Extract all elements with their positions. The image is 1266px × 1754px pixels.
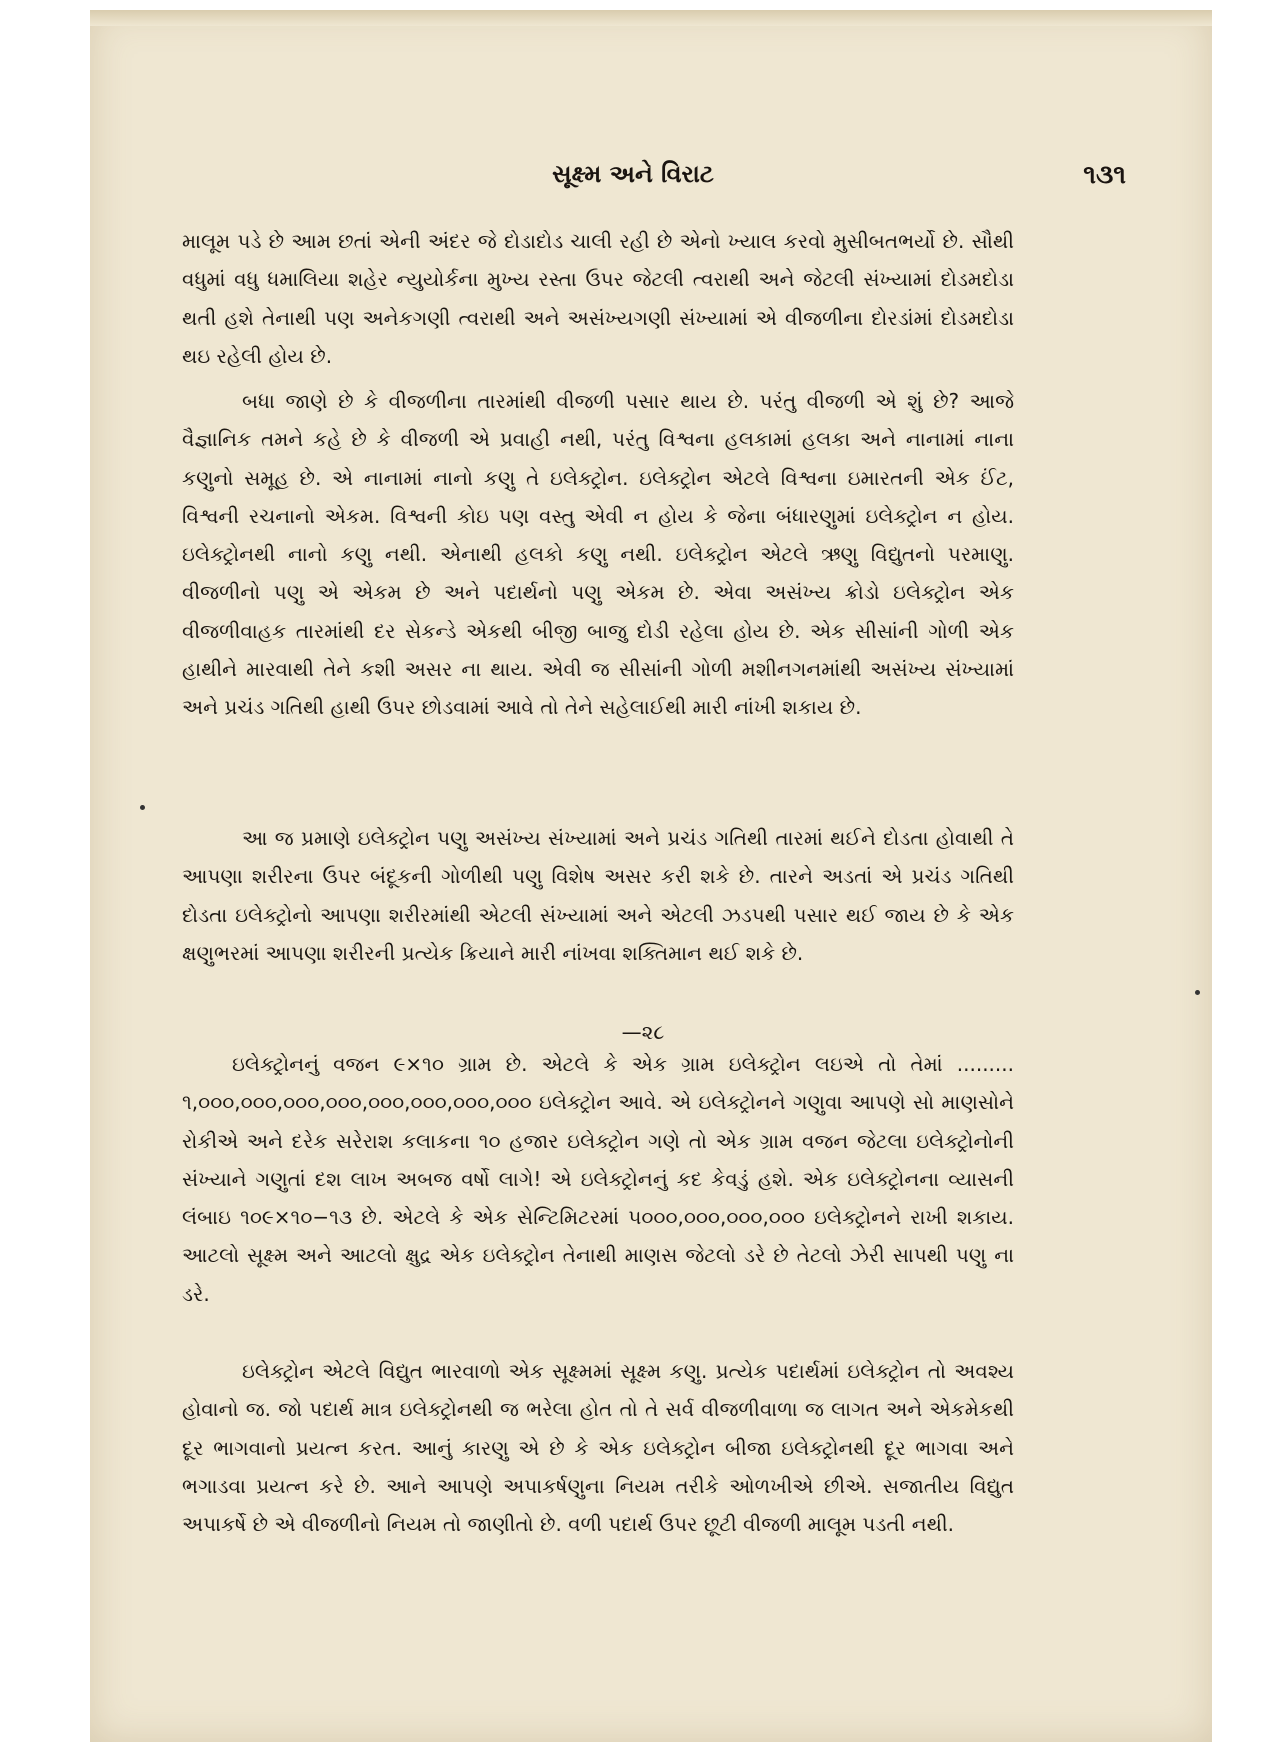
footnote-mark: —૨૮ xyxy=(621,1020,665,1044)
paragraph-4: ઇલેક્ટ્રોનનું વજન ૯×૧૦ ગ્રામ છે. એટલે કે એક ગ્રામ ઇલેક્ટ્રોન લઇએ તો તેમાં ......... ૧,૦૦૦,૦૦૦,૦૦૦,૦૦૦,૦૦૦,૦૦૦,૦૦૦,૦૦૦ ઇલેક્ટ્રોન આવે. એ ઇલેક્ટ્રોનને ગણુવા આપણે સો માણસોને રોકીએ અને દરેક સરેરાશ કલાકના ૧૦ હજાર ઇલેક્ટ્રોન ગણે તો એક ગ્રામ વજન જેટલા ઇલેક્ટ્રોનોની સંખ્યાને ગણુતાં દશ લાખ અબજ વર્ષો લાગે! એ ઇલેક્ટ્રોનનું કદ કેવડું હશે. એક ઇલેક્ટ્રોનના વ્યાસની લંબાઇ ૧૦૯×૧૦−૧૩ છે. એટલે કે એક સેન્ટિમિટરમાં ૫૦૦૦,૦૦૦,૦૦૦,૦૦૦ ઇલેક્ટ્રોનને રાખી શકાય. આટલો સૂક્ષ્મ અને આટલો ક્ષુદ્ર એક ઇલેક્ટ્રોન તેનાથી માણસ જેટલો ડરે છે તેટલો ઝેરી સાપથી પણુ ના ડરે. xyxy=(182,1052,1014,1306)
page-number: ૧૩૧ xyxy=(1083,160,1126,190)
stray-ink-dot xyxy=(1195,990,1200,995)
paragraph-3: આ જ પ્રમાણે ઇલેક્ટ્રોન પણુ અસંખ્ય સંખ્યામાં અને પ્રચંડ ગતિથી તારમાં થઈને દોડતા હોવાથી તે આપણા શરીરના ઉપર બંદૂકની ગોળીથી પણુ વિશેષ અસર કરી શકે છે. તારને અડતાં એ પ્રચંડ ગતિથી દોડતા ઇલેક્ટ્રોનો આપણા શરીરમાંથી એટલી સંખ્યામાં અને એટલી ઝડપથી પસાર થઈ જાય છે કે એક ક્ષણુભરમાં આપણા શરીરની પ્રત્યેક ક્રિયાને મારી નાંખવા શક્તિમાન થઈ શકે છે. xyxy=(182,826,1014,965)
stray-ink-dot xyxy=(140,805,145,810)
paragraph-2: બધા જાણે છે કે વીજળીના તારમાંથી વીજળી પસાર થાય છે. પરંતુ વીજળી એ શું છે? આજે વૈજ્ઞાનિક તમને કહે છે કે વીજળી એ પ્રવાહી નથી, પરંતુ વિશ્વના હલકામાં હલકા અને નાનામાં નાના કણુનો સમૂહ છે. એ નાનામાં નાનો કણુ તે ઇલેક્ટ્રોન. ઇલેક્ટ્રોન એટલે વિશ્વના ઇમારતની એક ઈંટ, વિશ્વની રચનાનો એકમ. વિશ્વની કોઇ પણ વસ્તુ એવી ન હોય કે જેના બંધારણુમાં ઇલેક્ટ્રોન ન હોય. ઇલેક્ટ્રોનથી નાનો કણુ નથી. એનાથી હલકો કણુ નથી. ઇલેક્ટ્રોન એટલે ઋણુ વિદ્યુતનો પરમાણુ. વીજળીનો પણુ એ એકમ છે અને પદાર્થનો પણુ એકમ છે. એવા અસંખ્ય ક્રોડો ઇલેક્ટ્રોન એક વીજળીવાહક તારમાંથી દર સેકન્ડે એકથી બીજી બાજુ દોડી રહેલા હોય છે. એક સીસાંની ગોળી એક હાથીને મારવાથી તેને કશી અસર ના થાય. એવી જ સીસાંની ગોળી મશીનગનમાંથી અસંખ્ય સંખ્યામાં અને પ્રચંડ ગતિથી હાથી ઉપર છોડવામાં આવે તો તેને સહેલાઈથી મારી નાંખી શકાય છે. xyxy=(182,389,1014,720)
page-header xyxy=(90,160,1176,200)
paragraph-5: ઇલેક્ટ્રોન એટલે વિદ્યુત ભારવાળો એક સૂક્ષ્મમાં સૂક્ષ્મ કણુ. પ્રત્યેક પદાર્થમાં ઇલેક્ટ્રોન તો અવશ્ય હોવાનો જ. જો પદાર્થ માત્ર ઇલેક્ટ્રોનથી જ ભરેલા હોત તો તે સર્વ વીજળીવાળા જ લાગત અને એકમેકથી દૂર ભાગવાનો પ્રયત્ન કરત. આનું કારણુ એ છે કે એક ઇલેક્ટ્રોન બીજા ઇલેક્ટ્રોનથી દૂર ભાગવા અને ભગાડવા પ્રયત્ન કરે છે. આને આપણે અપાકર્ષણુના નિયમ તરીકે ઓળખીએ છીએ. સજાતીય વિદ્યુત અપાકર્ષે છે એ વીજળીનો નિયમ તો જાણીતો છે. વળી પદાર્થ ઉપર છૂટી વીજળી માલૂમ પડતી નથી. xyxy=(182,1359,1014,1537)
page-top-edge xyxy=(90,10,1212,26)
running-title: સૂક્ષ્મ અને વિરાટ xyxy=(552,160,714,188)
paragraph-1: માલૂમ પડે છે આમ છતાં એની અંદર જે દોડાદોડ ચાલી રહી છે એનો ખ્યાલ કરવો મુસીબતભર્યો છે. સૌથી વધુમાં વધુ ધમાલિયા શહેર ન્યુયોર્કના મુખ્ય રસ્તા ઉપર જેટલી ત્વરાથી અને જેટલી સંખ્યામાં દોડમદોડા થતી હશે તેનાથી પણ અનેકગણી ત્વરાથી અને અસંખ્યગણી સંખ્યામાં એ વીજળીના દોરડાંમાં દોડમદોડા થઇ રહેલી હોય છે. xyxy=(182,229,1014,368)
